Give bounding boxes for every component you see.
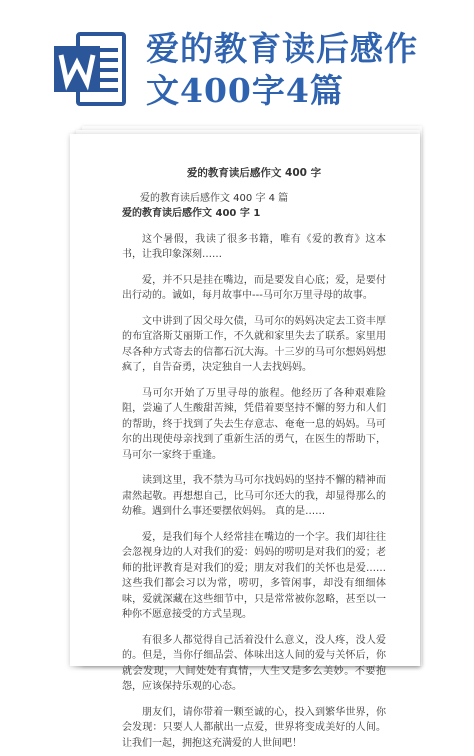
- title-line-2: 文400字4篇: [146, 71, 344, 110]
- page-title: [146, 28, 466, 112]
- section-heading: 爱的教育读后感作文 400 字 1: [122, 208, 261, 219]
- document-page: [70, 134, 420, 749]
- paragraph: 爱，是我们每个人经常挂在嘴边的一个字。我们却往往会忽视身边的人对我们的爱：妈妈的唠叨是对我们的爱；老师的批评教育是对我们的爱；朋友对我们的关怀也是爱……这些我们都会习以为常，唠叨，多管闲事，却没有细细体味，爱就深藏在这些细节中，只是常常被你忽略，甚至以一种你不愿意接受的方式呈现。: [122, 531, 386, 620]
- header: [0, 0, 474, 118]
- document-preview: [70, 126, 425, 749]
- paragraph: 读到这里，我不禁为马可尔找妈妈的坚持不懈的精神而肃然起敬。再想想自己，比马可尔还大的我，却显得那么的幼稚。遇到什么事还要摆依妈妈。 真的是……: [122, 475, 386, 517]
- paragraph: 爱，并不只是挂在嘴边，而是要发自心底；爱，是要付出行动的。诚如，每月故事中---马可尔万里寻母的故事。: [122, 274, 386, 301]
- document-title: 爱的教育读后感作文 400 字: [186, 167, 322, 179]
- document-subtitle: 爱的教育读后感作文 400 字 4 篇: [140, 192, 289, 204]
- paragraph: 朋友们，请你带着一颗至诚的心，投入到繁华世界，你会发现：只要人人都献出一点爱，世界将变成美好的人间。让我们一起，拥抱这充满爱的人世间吧！: [122, 706, 386, 749]
- word-document-icon: [50, 30, 128, 108]
- paragraph: 这个暑假，我读了很多书籍，唯有《爱的教育》这本书，让我印象深刻……: [122, 233, 386, 260]
- paragraph: 有很多人都觉得自己活着没什么意义，没人疼，没人爱的。但是，当你仔细品尝、体味出这人间的爱与关怀后，你就会发现，人间处处有真情，人生又是多么美妙。不要抱怨，应该保持乐观的心态。: [122, 634, 386, 692]
- document-body: [122, 166, 386, 756]
- paragraph: 文中讲到了因父母欠债，马可尔的妈妈决定去工资丰厚的布宜洛斯艾丽斯工作，不久就和家里失去了联系。家里用尽各种方式寄去的信都石沉大海。十三岁的马可尔想妈妈想疯了，自告奋勇，决定独自一人去找妈妈。: [122, 315, 386, 373]
- title-line-1: 爱的教育读后感作: [146, 29, 418, 68]
- paragraph: 马可尔开始了万里寻母的旅程。他经历了各种艰难险阻，尝遍了人生酸甜苦辣，凭借着要坚持不懈的努力和人们的帮助，终于找到了失去生存意志、奄奄一息的妈妈。马可尔的出现使母亲找到了重新生活的勇气，在医生的帮助下，马可尔一家终于重逢。: [122, 387, 386, 461]
